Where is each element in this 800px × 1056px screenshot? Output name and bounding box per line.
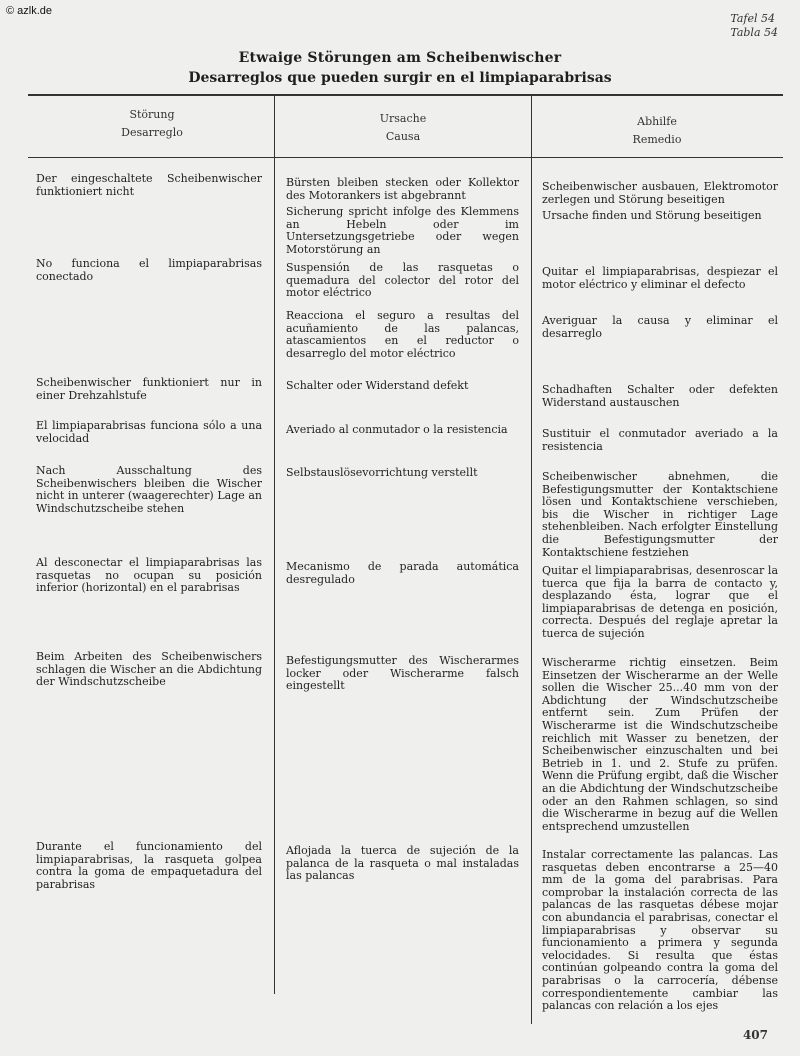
column-divider-2: [531, 94, 532, 1024]
header-bottom-rule: [28, 157, 783, 158]
header-stoerung-es: Desarreglo: [121, 126, 183, 139]
abhilfe-cell: Scheibenwischer abnehmen, die Befestigungsmutter der Kontaktschiene lösen und Kontaktschiene verschieben, bis die Wischer in richtiger Lage stehenbleiben. Nach erfolgter Einstellung die Befestigungsmutter der Kontaktschiene festziehen: [542, 470, 778, 559]
table-top-rule: [28, 94, 783, 96]
abhilfe-cell: Quitar el limpiaparabrisas, despiezar el motor eléctrico y eliminar el defecto: [542, 265, 778, 291]
ursache-cell: Bürsten bleiben stecken oder Kollektor des Motorankers ist abgebrannt: [286, 176, 519, 202]
stoerung-cell: No funciona el limpiaparabrisas conectado: [36, 257, 262, 283]
stoerung-cell: Beim Arbeiten des Scheibenwischers schlagen die Wischer an die Abdichtung der Windschutzscheibe: [36, 650, 262, 689]
ursache-cell: Aflojada la tuerca de sujeción de la palanca de la rasqueta o mal instaladas las palancas: [286, 844, 519, 883]
watermark: © azlk.de: [6, 5, 53, 17]
ursache-cell: Suspensión de las rasquetas o quemadura del colector del rotor del motor eléctrico: [286, 261, 519, 300]
header-abhilfe-es: Remedio: [632, 133, 682, 146]
abhilfe-cell: Quitar el limpiaparabrisas, desenroscar la tuerca que fija la barra de contacto y, desplazando ésta, lograr que el limpiaparabrisas de detenga en posición, correcta. Después del reglaje apretar la tuerca de sujeción: [542, 564, 778, 640]
table-label-es: Tabla 54: [730, 26, 778, 39]
stoerung-cell: El limpiaparabrisas funciona sólo a una velocidad: [36, 419, 262, 445]
header-ursache: [275, 110, 531, 146]
ursache-cell: Mecanismo de parada automática desregulado: [286, 560, 519, 586]
stoerung-cell: Durante el funcionamiento del limpiaparabrisas, la rasqueta golpea contra la goma de empaquetadura del parabrisas: [36, 840, 262, 891]
abhilfe-cell: Sustituir el conmutador averiado a la resistencia: [542, 427, 778, 453]
page-title-de: Etwaige Störungen am Scheibenwischer: [238, 50, 562, 66]
table-label: [730, 12, 778, 40]
abhilfe-cell: Ursache finden und Störung beseitigen: [542, 209, 762, 222]
table-label-de: Tafel 54: [730, 12, 775, 25]
header-abhilfe: [532, 113, 782, 149]
header-stoerung: [30, 106, 274, 142]
abhilfe-cell: Wischerarme richtig einsetzen. Beim Einsetzen der Wischerarme an der Welle sollen die Wischer 25...40 mm von der Abdichtung der Windschutzscheibe entfernt sein. Zum Prüfen der Wischerarme ist die Windschutzscheibe reichlich mit Wasser zu benetzen, der Scheibenwischer einzuschalten und bei Betrieb in 1. und 2. Stufe zu prüfen. Wenn die Prüfung ergibt, daß die Wischer an die Abdichtung der Windschutzscheibe oder an den Rahmen schlagen, so sind die Wischerarme in bezug auf die Wellen entsprechend umzustellen: [542, 656, 778, 833]
header-ursache-es: Causa: [385, 130, 421, 143]
abhilfe-cell: Schadhaften Schalter oder defekten Widerstand austauschen: [542, 383, 778, 409]
header-stoerung-de: Störung: [129, 108, 175, 121]
ursache-cell: Sicherung spricht infolge des Klemmens an Hebeln oder im Untersetzungsgetriebe oder wegen Motorstörung an: [286, 205, 519, 256]
ursache-cell: Befestigungsmutter des Wischerarmes locker oder Wischerarme falsch eingestellt: [286, 654, 519, 693]
stoerung-cell: Nach Ausschaltung des Scheibenwischers bleiben die Wischer nicht in unterer (waagerechter) Lage an Windschutzscheibe stehen: [36, 464, 262, 515]
page-title-es: Desarreglos que pueden surgir en el limpiaparabrisas: [188, 70, 612, 86]
abhilfe-cell: Averiguar la causa y eliminar el desarreglo: [542, 314, 778, 340]
stoerung-cell: Scheibenwischer funktioniert nur in einer Drehzahlstufe: [36, 376, 262, 402]
ursache-cell: Reacciona el seguro a resultas del acuñamiento de las palancas, atascamientos en el reductor o desarreglo del motor eléctrico: [286, 309, 519, 360]
stoerung-cell: Al desconectar el limpiaparabrisas las rasquetas no ocupan su posición inferior (horizontal) en el parabrisas: [36, 556, 262, 595]
stoerung-cell: Der eingeschaltete Scheibenwischer funktioniert nicht: [36, 172, 262, 198]
ursache-cell: Schalter oder Widerstand defekt: [286, 379, 469, 392]
page-number: 407: [742, 1028, 768, 1042]
abhilfe-cell: Instalar correctamente las palancas. Las rasquetas deben encontrarse a 25—40 mm de la goma del parabrisas. Para comprobar la instalación correcta de las palancas de las rasquetas débese mojar con abundancia el parabrisas, conectar el limpiaparabrisas y observar su funcionamiento a primera y segunda velocidades. Si resulta que éstas continúan golpeando contra la goma del parabrisas o la carrocería, débense correspondientemente cambiar las palancas con relación a los ejes: [542, 848, 778, 1013]
header-ursache-de: Ursache: [379, 112, 427, 125]
abhilfe-cell: Scheibenwischer ausbauen, Elektromotor zerlegen und Störung beseitigen: [542, 180, 778, 206]
ursache-cell: Selbstauslösevorrichtung verstellt: [286, 466, 478, 479]
header-abhilfe-de: Abhilfe: [637, 115, 677, 128]
ursache-cell: Averiado al conmutador o la resistencia: [286, 423, 508, 436]
column-divider-1: [274, 94, 275, 994]
